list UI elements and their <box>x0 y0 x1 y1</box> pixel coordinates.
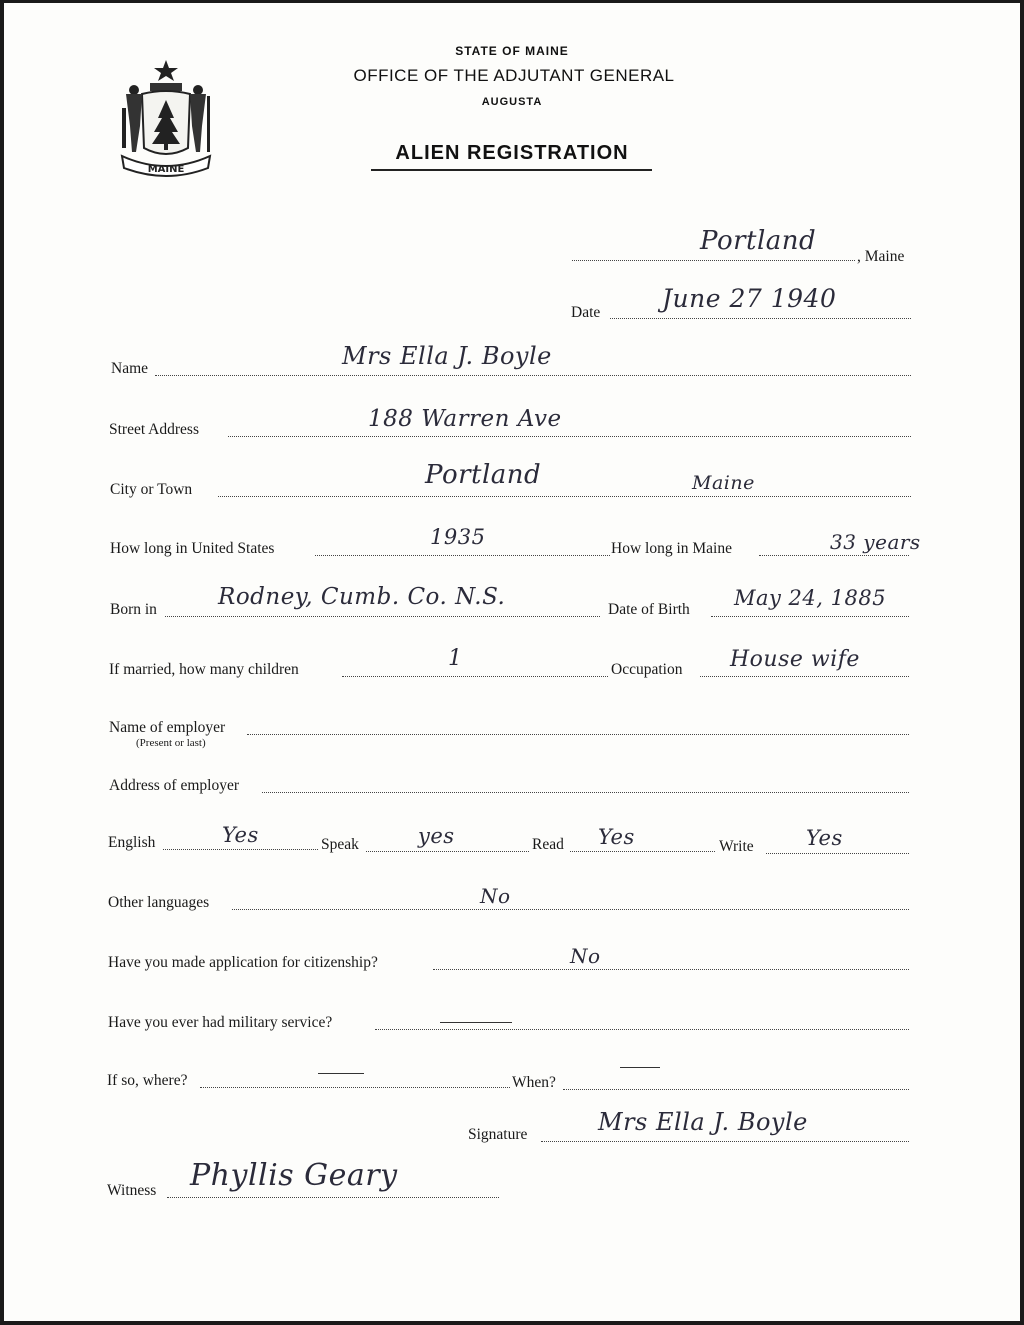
place-value: Portland <box>700 226 817 256</box>
city-line <box>218 496 911 497</box>
write-value: Yes <box>806 826 843 850</box>
header-state: STATE OF MAINE <box>455 44 569 58</box>
other-lang-value: No <box>480 884 511 908</box>
form-title: ALIEN REGISTRATION <box>395 142 629 164</box>
citizenship-value: No <box>570 944 601 968</box>
street-value: 188 Warren Ave <box>368 406 562 432</box>
signature-value: Mrs Ella J. Boyle <box>598 1108 808 1136</box>
speak-value: yes <box>418 824 455 848</box>
name-line <box>155 375 911 376</box>
witness-line <box>167 1197 499 1198</box>
where-label: If so, where? <box>107 1072 188 1089</box>
city-state-value: Maine <box>692 472 755 494</box>
employer-line <box>247 734 909 735</box>
employer-label: Name of employer <box>109 719 226 736</box>
born-line <box>165 616 600 617</box>
date-value: June 27 1940 <box>662 284 837 313</box>
place-suffix-label: , Maine <box>857 248 905 265</box>
city-label: City or Town <box>110 481 193 498</box>
read-label: Read <box>532 836 564 853</box>
other-lang-line <box>232 909 909 910</box>
speak-label: Speak <box>321 836 359 853</box>
write-label: Write <box>719 838 754 855</box>
name-label: Name <box>111 360 149 377</box>
citizenship-line <box>433 969 909 970</box>
us-line <box>315 555 610 556</box>
maine-label: How long in Maine <box>611 540 732 557</box>
date-line <box>610 318 911 319</box>
maine-value: 33 years <box>830 530 921 554</box>
witness-label: Witness <box>107 1182 157 1199</box>
us-value: 1935 <box>430 525 486 549</box>
employer-address-line <box>262 792 909 793</box>
military-line <box>375 1029 909 1030</box>
signature-line <box>541 1141 909 1142</box>
speak-line <box>366 851 529 852</box>
maine-line <box>759 555 909 556</box>
dob-label: Date of Birth <box>608 601 690 618</box>
occupation-line <box>700 676 909 677</box>
where-dash-mark <box>318 1073 364 1074</box>
name-value: Mrs Ella J. Boyle <box>342 342 552 370</box>
read-line <box>570 851 715 852</box>
where-line <box>200 1087 510 1088</box>
military-dash-mark <box>440 1022 512 1023</box>
when-label: When? <box>512 1074 556 1091</box>
citizenship-label: Have you made application for citizenship? <box>108 954 378 971</box>
born-label: Born in <box>110 601 157 618</box>
english-label: English <box>108 834 156 851</box>
when-dash-mark <box>620 1067 660 1068</box>
seal-banner-text: MAINE <box>147 164 185 175</box>
us-label: How long in United States <box>110 540 275 557</box>
place-line <box>572 260 855 261</box>
employer-address-label: Address of employer <box>109 777 239 794</box>
street-line <box>228 436 911 437</box>
employer-sublabel: (Present or last) <box>136 737 206 749</box>
read-value: Yes <box>598 825 635 849</box>
header-city: AUGUSTA <box>481 96 543 108</box>
when-line <box>563 1089 909 1090</box>
signature-label: Signature <box>468 1126 528 1143</box>
city-value: Portland <box>425 460 542 490</box>
english-value: Yes <box>222 823 259 847</box>
military-label: Have you ever had military service? <box>108 1014 333 1031</box>
occupation-value: House wife <box>730 647 860 672</box>
children-line <box>342 676 608 677</box>
children-label: If married, how many children <box>109 661 299 678</box>
born-value: Rodney, Cumb. Co. N.S. <box>218 584 506 610</box>
english-line <box>163 849 318 850</box>
date-label: Date <box>571 304 601 321</box>
witness-value: Phyllis Geary <box>190 1158 398 1193</box>
header-office: OFFICE OF THE ADJUTANT GENERAL <box>353 66 675 85</box>
write-line <box>766 853 909 854</box>
title-underline <box>371 169 652 171</box>
other-lang-label: Other languages <box>108 894 210 911</box>
street-label: Street Address <box>109 421 199 438</box>
children-value: 1 <box>448 646 463 671</box>
occupation-label: Occupation <box>611 661 683 678</box>
dob-value: May 24, 1885 <box>734 586 887 610</box>
dob-line <box>711 616 909 617</box>
